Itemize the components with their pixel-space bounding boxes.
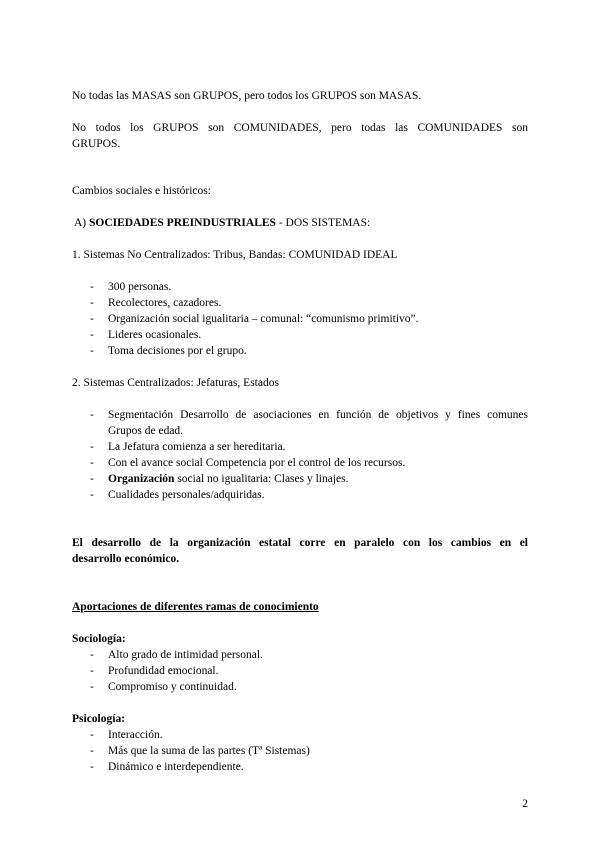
sociologia-list bbox=[90, 647, 528, 695]
list-item: - Profundidad emocional. bbox=[90, 663, 528, 679]
conclusion-line2: desarrollo económico. bbox=[72, 553, 180, 565]
list-item: - Dinámico e interdependiente. bbox=[90, 759, 528, 775]
list-item bbox=[90, 407, 528, 439]
list-item: - La Jefatura comienza a ser hereditaria. bbox=[90, 439, 528, 455]
section-a-prefix: A) bbox=[74, 217, 90, 229]
sistema1-heading bbox=[72, 247, 528, 263]
intro-p2-line2: GRUPOS. bbox=[72, 138, 121, 150]
intro-p1-text: No todas las MASAS son GRUPOS, pero todos los GRUPOS son MASAS. bbox=[72, 90, 422, 102]
intro-paragraph-2 bbox=[72, 120, 528, 152]
sistema2-item1-line1: - Segmentación Desarrollo de asociaciones en función de objetivos y fines comunes bbox=[108, 409, 528, 421]
list-item: - Toma decisiones por el grupo. bbox=[90, 343, 528, 359]
list-item: - Organización social igualitaria – comunal: “comunismo primitivo”. bbox=[90, 311, 528, 327]
list-item: - Más que la suma de las partes (Tª Sistemas) bbox=[90, 743, 528, 759]
psicologia-title: Psicología: bbox=[72, 713, 126, 725]
list-item: - Alto grado de intimidad personal. bbox=[90, 647, 528, 663]
section-a-title-rest: - DOS SISTEMAS: bbox=[275, 217, 371, 229]
list-item: - Lideres ocasionales. bbox=[90, 327, 528, 343]
conclusion-paragraph bbox=[72, 535, 528, 567]
section-a-title-bold: SOCIEDADES PREINDUSTRIALES bbox=[89, 217, 276, 229]
sistema2-item4-bold: Organización bbox=[108, 473, 175, 485]
sistema1-heading-text: 1. Sistemas No Centralizados: Tribus, Bandas: COMUNIDAD IDEAL bbox=[72, 249, 398, 261]
sociologia-heading bbox=[72, 631, 528, 647]
aportaciones-title: Aportaciones de diferentes ramas de conocimiento bbox=[72, 601, 319, 613]
list-item: - Cualidades personales/adquiridas. bbox=[90, 487, 528, 503]
intro-paragraph-1 bbox=[72, 88, 528, 104]
list-item: - 300 personas. bbox=[90, 279, 528, 295]
sociologia-title: Sociología: bbox=[72, 633, 126, 645]
sistema2-item4-rest: social no igualitaria: Clases y linajes. bbox=[174, 473, 349, 485]
psicologia-list bbox=[90, 727, 528, 775]
list-item: - Compromiso y continuidad. bbox=[90, 679, 528, 695]
list-item: - Recolectores, cazadores. bbox=[90, 295, 528, 311]
sistema2-list bbox=[90, 407, 528, 503]
list-item: - Interacción. bbox=[90, 727, 528, 743]
page-number: 2 bbox=[522, 798, 528, 810]
sistema2-heading bbox=[72, 375, 528, 391]
psicologia-heading bbox=[72, 711, 528, 727]
cambios-label bbox=[72, 183, 528, 199]
section-a-heading bbox=[74, 215, 530, 231]
intro-p2-line1: No todos los GRUPOS son COMUNIDADES, pero todas las COMUNIDADES son bbox=[72, 122, 528, 134]
conclusion-line1: El desarrollo de la organización estatal corre en paralelo con los cambios en el bbox=[72, 537, 528, 549]
sistema2-item1-line2: Grupos de edad. bbox=[108, 425, 184, 437]
list-item bbox=[90, 471, 528, 487]
sistema2-heading-text: 2. Sistemas Centralizados: Jefaturas, Estados bbox=[72, 377, 279, 389]
list-item: - Con el avance social Competencia por el control de los recursos. bbox=[90, 455, 528, 471]
sistema1-list bbox=[90, 279, 528, 359]
aportaciones-heading bbox=[72, 599, 528, 615]
cambios-label-text: Cambios sociales e históricos: bbox=[72, 185, 211, 197]
